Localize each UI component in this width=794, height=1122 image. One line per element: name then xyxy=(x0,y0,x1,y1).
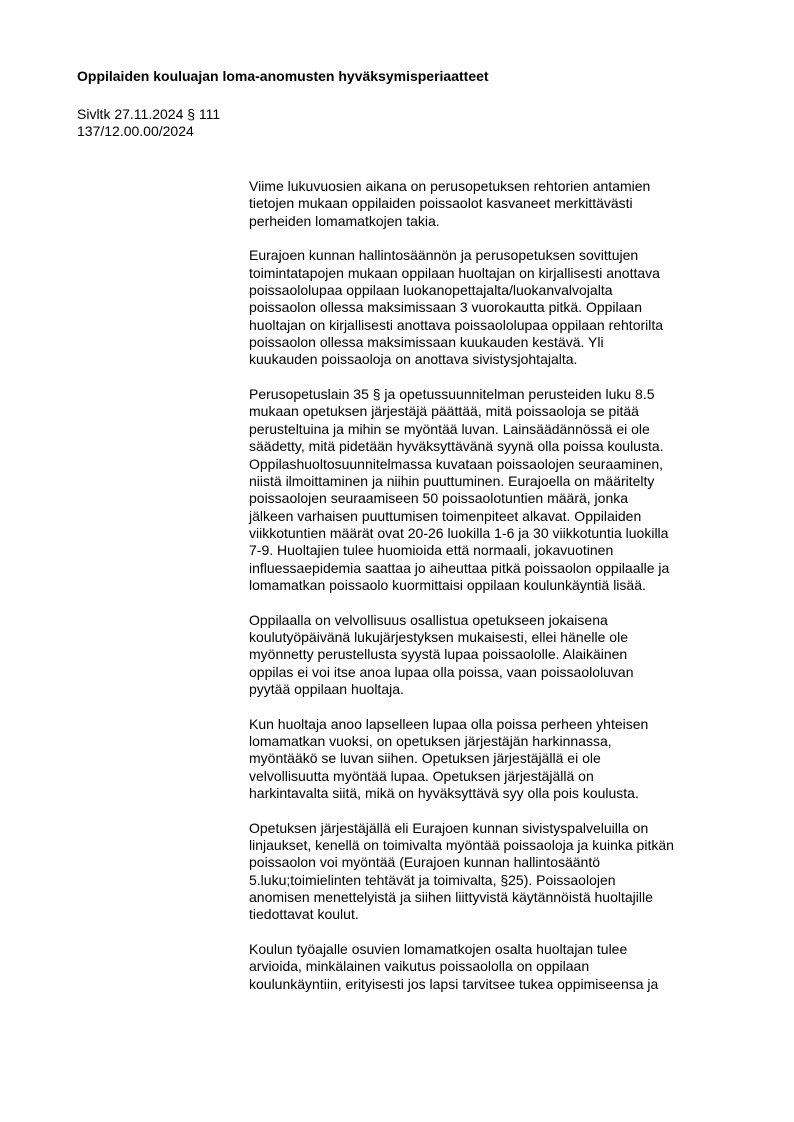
paragraph-line: mukaan opetuksen järjestäjä päättää, mitä poissaoloja se pitää xyxy=(249,403,639,420)
paragraph-line: Opetuksen järjestäjällä eli Eurajoen kunnan sivistyspalveluilla on xyxy=(249,819,649,836)
paragraph-line: Oppilashuoltosuunnitelmassa kuvataan poissaolojen seuraaminen, xyxy=(249,455,664,472)
paragraph-line: poissaolojen seuraamiseen 50 poissaolotuntien määrä, jonka xyxy=(249,490,629,507)
paragraph-line: lomamatkan poissaolo kuormittaisi oppilaan koulunkäyntiä lisää. xyxy=(249,576,646,593)
paragraph-line: influessaepidemia saattaa jo aiheuttaa pitkä poissaolon oppilaalle ja xyxy=(249,559,670,576)
paragraph-line: koulunkäyntiin, erityisesti jos lapsi tarvitsee tukea oppimiseensa ja xyxy=(249,975,659,992)
paragraph-line: Perusopetuslain 35 § ja opetussuunnitelman perusteiden luku 8.5 xyxy=(249,386,655,403)
body-paragraph xyxy=(249,386,739,594)
paragraph-line: harkintavalta siitä, mikä on hyväksyttävä syy olla pois koulusta. xyxy=(249,785,639,802)
paragraph-line: Viime lukuvuosien aikana on perusopetuksen rehtorien antamien xyxy=(249,178,651,194)
paragraph-line: poissaolon ollessa maksimissaan kuukauden kestävä. Yli xyxy=(249,334,604,351)
paragraph-line: jälkeen varhaisen puuttumisen toimenpiteet alkavat. Oppilaiden xyxy=(249,507,642,524)
paragraph-line: 7-9. Huoltajien tulee huomioida että normaali, jokavuotinen xyxy=(249,542,614,559)
paragraph-line: viikkotuntien määrät ovat 20-26 luokilla 1-6 ja 30 viikkotuntia luokilla xyxy=(249,524,669,541)
body-paragraph xyxy=(249,820,739,924)
paragraph-line: arvioida, minkälainen vaikutus poissaololla on oppilaan xyxy=(249,958,590,975)
document-body xyxy=(249,178,739,1011)
body-paragraph xyxy=(249,716,739,803)
paragraph-line: niistä ilmoittaminen ja niihin puuttuminen. Eurajoella on määritelty xyxy=(249,472,655,489)
paragraph-line: Kun huoltaja anoo lapselleen lupaa olla poissa perheen yhteisen xyxy=(249,715,649,732)
paragraph-line: säädetty, mitä pidetään hyväksyttävänä syynä olla poissa koulusta. xyxy=(249,438,664,455)
body-paragraph xyxy=(249,612,739,699)
paragraph-line: kuukauden poissaoloja on anottava sivistysjohtajalta. xyxy=(249,351,578,368)
paragraph-line: myönnetty perustellusta syystä lupaa poissaololle. Alaikäinen xyxy=(249,646,628,663)
body-paragraph xyxy=(249,247,739,368)
paragraph-line: perheiden lomamatkojen takia. xyxy=(249,212,440,229)
paragraph-line: lomamatkan vuoksi, on opetuksen järjestäjän harkinnassa, xyxy=(249,733,612,749)
paragraph-line: perusteltuina ja mihin se myöntää luvan. Lainsäädännössä ei ole xyxy=(249,420,650,437)
body-paragraph xyxy=(249,941,739,993)
paragraph-line: velvollisuutta myöntää lupaa. Opetuksen järjestäjällä on xyxy=(249,767,594,784)
paragraph-line: huoltajan on kirjallisesti anottava poissaololupaa oppilaan rehtorilta xyxy=(249,316,664,333)
document-title: Oppilaiden kouluajan loma-anomusten hyväksymisperiaatteet xyxy=(77,68,489,84)
paragraph-line: linjaukset, kenellä on toimivalta myöntää poissaoloja ja kuinka pitkän xyxy=(249,837,674,854)
paragraph-line: koulutyöpäivänä lukujärjestyksen mukaisesti, ellei hänelle ole xyxy=(249,628,628,645)
body-paragraph xyxy=(249,178,739,230)
paragraph-line: Eurajoen kunnan hallintosäännön ja perusopetuksen sovittujen xyxy=(249,247,639,264)
paragraph-line: Koulun työajalle osuvien lomamatkojen osalta huoltajan tulee xyxy=(249,941,628,958)
paragraph-line: poissaolon ollessa maksimissaan 3 vuorokautta pitkä. Oppilaan xyxy=(249,299,642,316)
case-number: 137/12.00.00/2024 xyxy=(77,123,194,139)
paragraph-line: tiedottavat koulut. xyxy=(249,906,359,923)
paragraph-line: poissaolon voi myöntää (Eurajoen kunnan hallintosääntö xyxy=(249,854,601,871)
document-reference xyxy=(77,106,220,140)
meeting-reference: Sivltk 27.11.2024 § 111 xyxy=(77,106,221,122)
paragraph-line: anomisen menettelyistä ja siihen liittyvistä käytännöistä huoltajille xyxy=(249,889,653,906)
paragraph-line: 5.luku;toimielinten tehtävät ja toimivalta, §25). Poissaolojen xyxy=(249,871,616,888)
paragraph-line: pyytää oppilaan huoltaja. xyxy=(249,680,404,697)
paragraph-line: Oppilaalla on velvollisuus osallistua opetukseen jokaisena xyxy=(249,611,608,628)
paragraph-line: tietojen mukaan oppilaiden poissaolot kasvaneet merkittävästi xyxy=(249,195,633,212)
paragraph-line: oppilas ei voi itse anoa lupaa olla poissa, vaan poissaololuvan xyxy=(249,663,634,680)
paragraph-line: toimintatapojen mukaan oppilaan huoltajan on kirjallisesti anottava xyxy=(249,264,660,281)
paragraph-line: poissaololupaa oppilaan luokanopettajalta/luokanvalvojalta xyxy=(249,282,613,299)
paragraph-line: myöntääkö se luvan siihen. Opetuksen järjestäjällä ei ole xyxy=(249,750,601,767)
